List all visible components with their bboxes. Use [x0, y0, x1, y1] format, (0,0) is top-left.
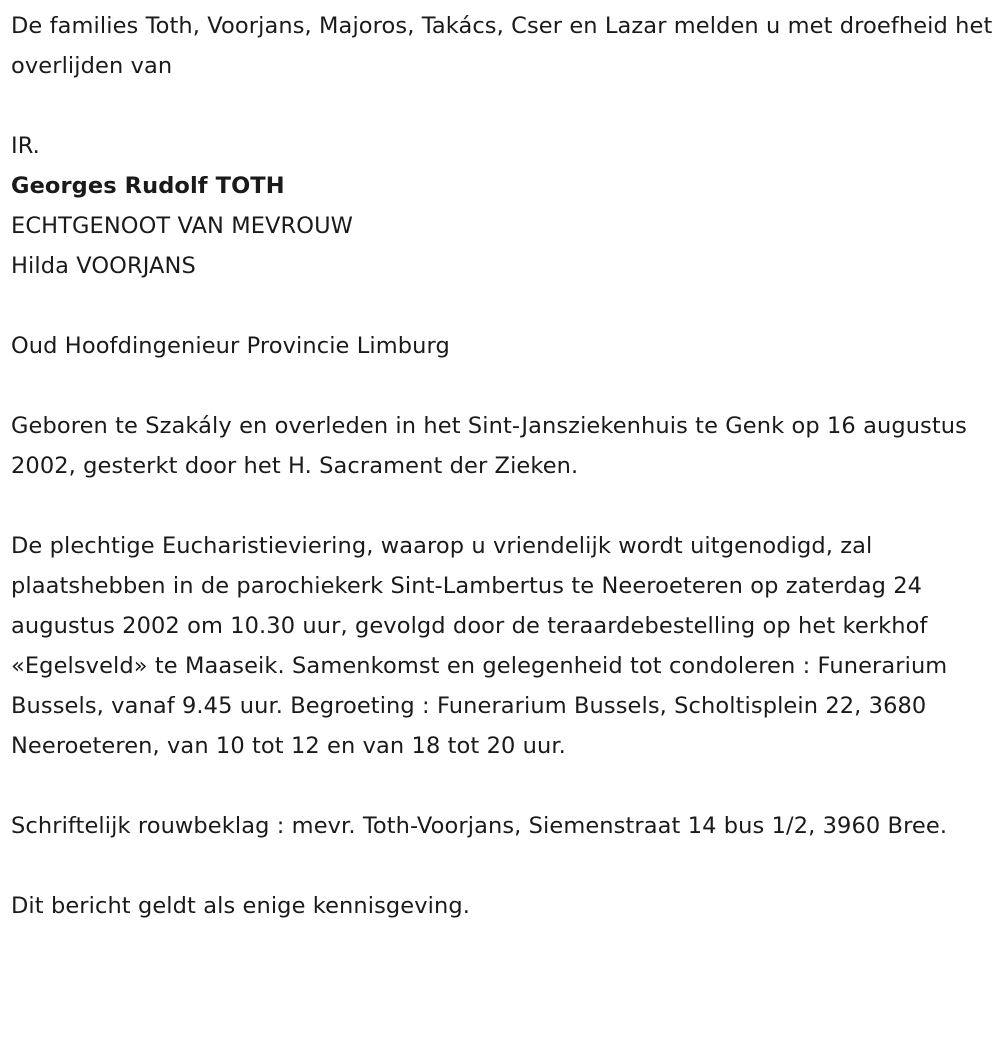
spouse-label: ECHTGENOOT VAN MEVROUW	[11, 213, 353, 239]
spacer	[11, 846, 996, 886]
spacer	[11, 286, 996, 326]
spacer	[11, 486, 996, 526]
deceased-name: Georges Rudolf TOTH	[11, 173, 285, 199]
ceremony-paragraph: De plechtige Eucharistieviering, waarop u vriendelijk wordt uitgenodigd, zal plaatshebben in de parochiekerk Sint-Lambertus te Neeroeteren op zaterdag 24 augustus 2002 om 10.30 uur, gevolgd door de teraardebestelling op het kerkhof «Egelsveld» te Maaseik. Samenkomst en gelegenheid tot condoleren : Funerarium Bussels, vanaf 9.45 uur. Begroeting : Funerarium Bussels, Scholtisplein 22, 3680 Neeroeteren, van 10 tot 12 en van 18 tot 20 uur.	[11, 533, 948, 759]
spacer	[11, 366, 996, 406]
profession: Oud Hoofdingenieur Provincie Limburg	[11, 333, 450, 359]
notice-paragraph: Dit bericht geldt als enige kennisgeving.	[11, 893, 471, 919]
condolence-paragraph: Schriftelijk rouwbeklag : mevr. Toth-Voorjans, Siemenstraat 14 bus 1/2, 3960 Bree.	[11, 813, 948, 839]
spouse-name: Hilda VOORJANS	[11, 253, 196, 279]
spacer	[11, 766, 996, 806]
intro-paragraph: De families Toth, Voorjans, Majoros, Takács, Cser en Lazar melden u met droefheid het overlijden van	[11, 13, 993, 79]
obituary-notice	[11, 6, 996, 926]
birth-death-paragraph: Geboren te Szakály en overleden in het Sint-Jansziekenhuis te Genk op 16 augustus 2002, gesterkt door het H. Sacrament der Zieken.	[11, 413, 967, 479]
spacer	[11, 86, 996, 126]
honorific-title: IR.	[11, 133, 40, 159]
